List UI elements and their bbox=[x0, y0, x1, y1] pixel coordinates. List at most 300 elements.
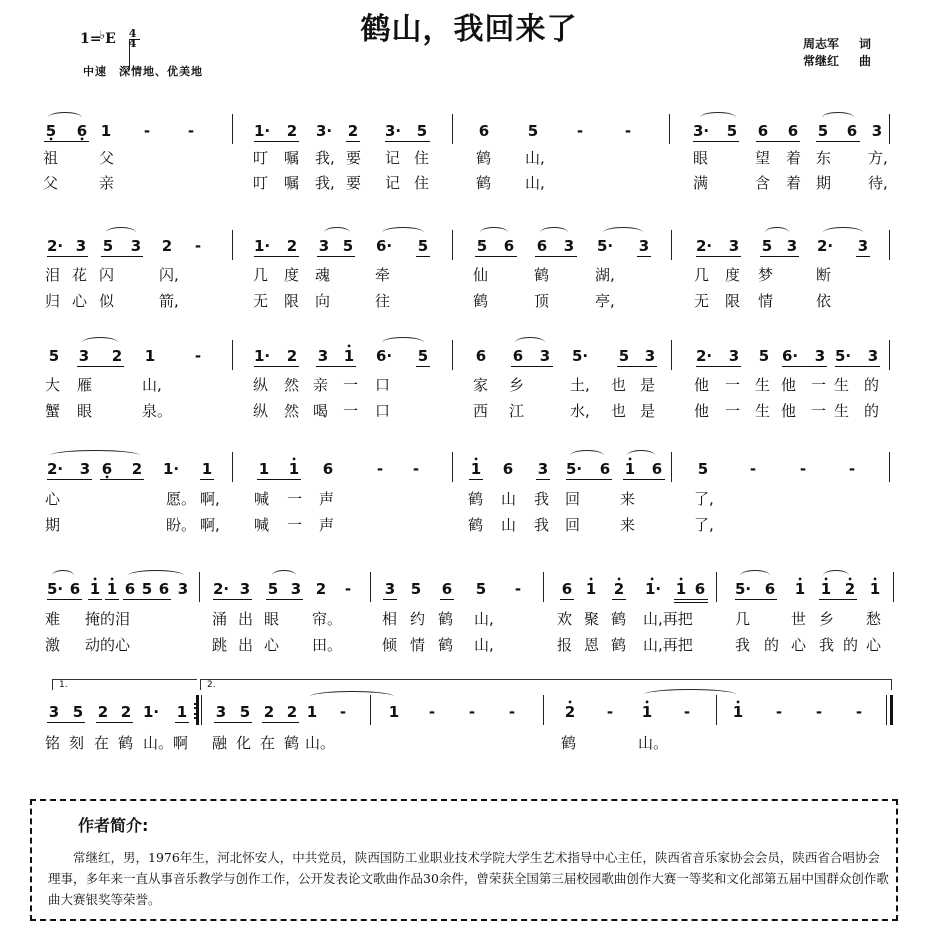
lyric: 激 bbox=[45, 636, 61, 654]
lyric: 江 bbox=[509, 402, 525, 420]
note: 5 bbox=[416, 122, 428, 140]
note: 5 bbox=[342, 237, 354, 255]
note: 5 bbox=[410, 580, 422, 598]
note: • 1 bbox=[868, 581, 882, 597]
note: 2 bbox=[263, 703, 275, 721]
lyric: 他 bbox=[781, 402, 797, 420]
lyric: 山,再把 bbox=[643, 636, 693, 654]
barline bbox=[543, 695, 544, 725]
lyric: 闪 bbox=[99, 266, 115, 284]
lyric: 着 bbox=[786, 174, 802, 192]
lyric: 喝 bbox=[313, 402, 329, 420]
lyric: 魂 bbox=[315, 266, 331, 284]
barline bbox=[452, 340, 453, 370]
beam bbox=[257, 479, 301, 480]
lyric: 情 bbox=[758, 292, 774, 310]
barline bbox=[452, 452, 453, 482]
lyric: 土, bbox=[570, 376, 590, 394]
beam bbox=[856, 256, 870, 257]
lyricist-line bbox=[803, 36, 871, 53]
note: 5 bbox=[726, 122, 738, 140]
beam bbox=[816, 141, 860, 142]
lyric: 啊, bbox=[200, 516, 220, 534]
lyric: 山, bbox=[474, 636, 494, 654]
note: • 2 bbox=[563, 704, 577, 720]
lyric: 依 bbox=[816, 292, 832, 310]
note: 6 • bbox=[75, 123, 89, 139]
note: • 1 bbox=[819, 581, 833, 597]
lyric: 他 bbox=[694, 402, 710, 420]
note: 1 bbox=[306, 703, 318, 721]
note: 5· bbox=[597, 237, 614, 255]
beam bbox=[383, 599, 397, 600]
lyric: 约 bbox=[410, 610, 426, 628]
note: 3· bbox=[385, 122, 402, 140]
lyric: 在 bbox=[260, 734, 276, 752]
lyric: 生 bbox=[834, 376, 850, 394]
note: 3 bbox=[177, 580, 189, 598]
lyric: 了, bbox=[694, 516, 714, 534]
note: 6 bbox=[651, 460, 663, 478]
lyric: 牵 bbox=[375, 266, 391, 284]
note: 6 bbox=[536, 237, 548, 255]
note: 1 bbox=[144, 347, 156, 365]
note: 5 • bbox=[44, 123, 58, 139]
note: 3 bbox=[728, 237, 740, 255]
lyric: 他 bbox=[781, 376, 797, 394]
lyric: 闪, bbox=[159, 266, 179, 284]
note: • 1 bbox=[88, 581, 102, 597]
beam bbox=[674, 602, 708, 603]
barline bbox=[889, 340, 890, 370]
lyric: 鹤 bbox=[476, 174, 492, 192]
lyric: 动的心 bbox=[85, 636, 131, 654]
lyric: 着 bbox=[786, 149, 802, 167]
dash: - bbox=[624, 122, 632, 140]
dash: - bbox=[412, 460, 420, 478]
composer-role: 曲 bbox=[859, 54, 872, 68]
note: 6 bbox=[124, 580, 136, 598]
note: 5 bbox=[141, 580, 153, 598]
lyric: 记 bbox=[385, 149, 401, 167]
beam bbox=[316, 366, 356, 367]
lyric: 一 bbox=[287, 490, 303, 508]
lyric: 聚 bbox=[584, 610, 600, 628]
note: 3 bbox=[728, 347, 740, 365]
lyric: 无 bbox=[694, 292, 710, 310]
lyric: 心 bbox=[791, 636, 807, 654]
lyric: 待, bbox=[868, 174, 888, 192]
lyric: 来 bbox=[620, 516, 636, 534]
note: 6 bbox=[503, 237, 515, 255]
note: 3 bbox=[48, 703, 60, 721]
dash: - bbox=[143, 122, 151, 140]
beam bbox=[475, 256, 517, 257]
beam bbox=[416, 366, 430, 367]
beam bbox=[123, 599, 171, 600]
beam bbox=[612, 599, 626, 600]
note: • 1· bbox=[645, 581, 659, 597]
dash: - bbox=[187, 122, 195, 140]
lyric: 归 bbox=[45, 292, 61, 310]
lyric: 心 bbox=[45, 490, 61, 508]
note: 2· bbox=[696, 237, 713, 255]
lyric: 也 bbox=[611, 402, 627, 420]
lyric: 口 bbox=[375, 376, 391, 394]
lyric: 田。 bbox=[312, 636, 343, 654]
note: 3 bbox=[857, 237, 869, 255]
note: • 1 bbox=[731, 704, 745, 720]
note: • 1 bbox=[342, 348, 356, 364]
note: 6 bbox=[322, 460, 334, 478]
lyric: 似 bbox=[99, 292, 115, 310]
note: • 1 bbox=[105, 581, 119, 597]
barline bbox=[671, 230, 672, 260]
meter-bottom: 4 bbox=[128, 37, 137, 50]
lyric: 山。 bbox=[305, 734, 336, 752]
note: 3 bbox=[786, 237, 798, 255]
author-bio-box bbox=[30, 799, 898, 921]
lyric: 满 bbox=[693, 174, 709, 192]
note: 3 bbox=[871, 122, 883, 140]
lyric: 他 bbox=[694, 376, 710, 394]
dash: - bbox=[815, 703, 823, 721]
dash: - bbox=[606, 703, 614, 721]
note: 2 bbox=[131, 460, 143, 478]
dash: - bbox=[514, 580, 522, 598]
author-bio-text: 常继红，男，1976年生，河北怀安人，中共党员，陕西国防工业职业技术学院大学生艺术指导中心主任，陕西省音乐家协会会员，陕西省合唱协会理事，多年来一直从事音乐教学与创作工作，公开发表论文歌曲作品30余件，曾荣获全国第三届校园歌曲创作大赛一等奖和文化部第五届中国群众创作歌曲大赛银奖等荣誉。 bbox=[48, 850, 889, 907]
note: 5 bbox=[476, 237, 488, 255]
note: 6· bbox=[376, 347, 393, 365]
volta-2-label: 2. bbox=[207, 680, 216, 690]
beam bbox=[346, 141, 360, 142]
note: 6 • bbox=[100, 461, 114, 477]
beam bbox=[385, 141, 430, 142]
dash: - bbox=[799, 460, 807, 478]
note: 5 bbox=[618, 347, 630, 365]
beam bbox=[560, 599, 574, 600]
lyric: 祖 bbox=[43, 149, 59, 167]
lyric: 亲 bbox=[99, 174, 115, 192]
beam bbox=[756, 141, 800, 142]
note: 2 bbox=[120, 703, 132, 721]
barline bbox=[716, 695, 717, 725]
note: 6 bbox=[764, 580, 776, 598]
barline bbox=[543, 572, 544, 602]
lyric: 也 bbox=[611, 376, 627, 394]
note: 5 bbox=[758, 347, 770, 365]
lyric: 箭, bbox=[159, 292, 179, 310]
lyric: 我 bbox=[735, 636, 751, 654]
note: 3 bbox=[638, 237, 650, 255]
lyric: 铭 bbox=[45, 734, 61, 752]
lyric: 无 bbox=[253, 292, 269, 310]
beam bbox=[637, 256, 651, 257]
lyric: 报 bbox=[557, 636, 573, 654]
lyric: 家 bbox=[473, 376, 489, 394]
note: • 1 bbox=[674, 581, 688, 597]
lyric: 刻 bbox=[69, 734, 85, 752]
lyric: 然 bbox=[284, 402, 300, 420]
lyric: 记 bbox=[385, 174, 401, 192]
note: 3 bbox=[79, 460, 91, 478]
note: 3 bbox=[384, 580, 396, 598]
lyric: 鹤 bbox=[611, 610, 627, 628]
song-title: 鹤山，我回来了 bbox=[360, 12, 578, 47]
dash: - bbox=[344, 580, 352, 598]
lyric: 我 bbox=[819, 636, 835, 654]
note: 5· bbox=[735, 580, 752, 598]
note: 1 bbox=[388, 703, 400, 721]
note: • 2 bbox=[843, 581, 857, 597]
note: 1· bbox=[163, 460, 180, 478]
lyric: 心 bbox=[72, 292, 88, 310]
lyric: 东 bbox=[816, 149, 832, 167]
barline bbox=[452, 114, 453, 144]
dash: - bbox=[848, 460, 856, 478]
lyric: 度 bbox=[725, 266, 741, 284]
note: 5 bbox=[48, 347, 60, 365]
beam bbox=[214, 722, 252, 723]
beam bbox=[735, 599, 777, 600]
lyric: 限 bbox=[725, 292, 741, 310]
note: 5· bbox=[47, 580, 64, 598]
note: 2 bbox=[97, 703, 109, 721]
lyric: 断 bbox=[816, 266, 832, 284]
beam bbox=[200, 479, 214, 480]
lyricist-role: 词 bbox=[859, 37, 872, 51]
credits bbox=[803, 36, 871, 70]
lyric: 鹤 bbox=[118, 734, 134, 752]
beam bbox=[536, 479, 550, 480]
barline bbox=[716, 572, 717, 602]
note: 3 bbox=[814, 347, 826, 365]
note: • 1 bbox=[469, 461, 483, 477]
lyric: 鹤 bbox=[561, 734, 577, 752]
lyric: 出 bbox=[238, 636, 254, 654]
lyric: 雁 bbox=[77, 376, 93, 394]
lyric: 掩的泪 bbox=[85, 610, 131, 628]
beam bbox=[77, 366, 124, 367]
beam bbox=[47, 479, 92, 480]
beam bbox=[262, 722, 299, 723]
tie bbox=[644, 689, 736, 700]
note: • 2 bbox=[612, 581, 626, 597]
barline bbox=[671, 340, 672, 370]
lyric: 鹤 bbox=[611, 636, 627, 654]
lyric: 的 bbox=[864, 376, 880, 394]
dash: - bbox=[855, 703, 863, 721]
barline bbox=[452, 230, 453, 260]
lyric: 山。 bbox=[638, 734, 669, 752]
lyric: 帘。 bbox=[312, 610, 343, 628]
note: 3 bbox=[290, 580, 302, 598]
note: 6 bbox=[475, 347, 487, 365]
beam bbox=[782, 366, 827, 367]
beam bbox=[696, 256, 741, 257]
lyric: 一 bbox=[287, 516, 303, 534]
dash: - bbox=[775, 703, 783, 721]
note: 6 bbox=[158, 580, 170, 598]
beam bbox=[254, 256, 299, 257]
lyric: 住 bbox=[414, 149, 430, 167]
note: 6 bbox=[846, 122, 858, 140]
lyric: 含 bbox=[755, 174, 771, 192]
lyric: 山, bbox=[525, 149, 545, 167]
key-prefix: 1= bbox=[80, 31, 102, 47]
beam bbox=[254, 141, 299, 142]
dash: - bbox=[194, 347, 202, 365]
beam bbox=[835, 366, 880, 367]
note: 5 bbox=[267, 580, 279, 598]
slur bbox=[128, 570, 184, 581]
lyric: 西 bbox=[473, 402, 489, 420]
lyric: 欢 bbox=[557, 610, 573, 628]
note: 1· bbox=[254, 347, 271, 365]
lyric: 我, bbox=[315, 149, 335, 167]
lyric: 乡 bbox=[509, 376, 525, 394]
note: 5· bbox=[572, 347, 589, 365]
lyric: 一 bbox=[811, 402, 827, 420]
beam bbox=[317, 256, 355, 257]
note: 6 bbox=[478, 122, 490, 140]
lyric: 眼 bbox=[77, 402, 93, 420]
note: • 1 bbox=[287, 461, 301, 477]
volta-2 bbox=[200, 679, 892, 690]
lyric: 声 bbox=[319, 490, 335, 508]
lyric: 仙 bbox=[473, 266, 489, 284]
beam bbox=[254, 366, 299, 367]
volta-1 bbox=[52, 679, 197, 690]
note: 3 bbox=[215, 703, 227, 721]
barline bbox=[889, 452, 890, 482]
lyric: 化 bbox=[236, 734, 252, 752]
note: 2 bbox=[315, 580, 327, 598]
lyric: 限 bbox=[284, 292, 300, 310]
note: 3 bbox=[539, 347, 551, 365]
note: 5 bbox=[417, 347, 429, 365]
beam bbox=[47, 722, 85, 723]
lyric: 是 bbox=[640, 376, 656, 394]
lyric: 鹤 bbox=[468, 516, 484, 534]
beam bbox=[100, 479, 144, 480]
note: 2· bbox=[817, 237, 834, 255]
barline bbox=[671, 452, 672, 482]
lyric: 眼 bbox=[693, 149, 709, 167]
lyric: 方, bbox=[868, 149, 888, 167]
score-row-6 bbox=[0, 665, 938, 765]
note: • 1 bbox=[623, 461, 637, 477]
note: 6 bbox=[694, 580, 706, 598]
note: 2 bbox=[347, 122, 359, 140]
barline bbox=[370, 695, 371, 725]
score-row-3 bbox=[0, 320, 938, 420]
lyric: 湖, bbox=[595, 266, 615, 284]
lyric: 山, bbox=[474, 610, 494, 628]
lyric: 鹤 bbox=[438, 636, 454, 654]
lyric: 啊, bbox=[200, 490, 220, 508]
lyric: 梦 bbox=[758, 266, 774, 284]
lyric: 愁 bbox=[866, 610, 882, 628]
note: 3 bbox=[130, 237, 142, 255]
lyric: 的 bbox=[864, 402, 880, 420]
beam bbox=[566, 479, 612, 480]
lyric: 期 bbox=[45, 516, 61, 534]
lyric: 往 bbox=[375, 292, 391, 310]
lyric: 几 bbox=[694, 266, 710, 284]
lyric: 山,再把 bbox=[643, 610, 693, 628]
flat-icon: ♭ bbox=[99, 28, 106, 42]
dash: - bbox=[428, 703, 436, 721]
lyric: 愿。 bbox=[166, 490, 197, 508]
lyric: 要 bbox=[346, 149, 362, 167]
note: 5 bbox=[475, 580, 487, 598]
lyric: 嘱 bbox=[284, 149, 300, 167]
lyric: 嘱 bbox=[284, 174, 300, 192]
barline bbox=[232, 114, 233, 144]
note: 5 bbox=[417, 237, 429, 255]
note: 2 bbox=[286, 703, 298, 721]
lyric: 亭, bbox=[595, 292, 615, 310]
note: • 1 bbox=[584, 581, 598, 597]
lyric: 生 bbox=[755, 376, 771, 394]
lyric: 声 bbox=[319, 516, 335, 534]
barline bbox=[889, 114, 890, 144]
dash: - bbox=[749, 460, 757, 478]
lyric: 几 bbox=[253, 266, 269, 284]
lyric: 出 bbox=[238, 610, 254, 628]
beam bbox=[44, 141, 89, 142]
note: 5· bbox=[566, 460, 583, 478]
lyric: 叮 bbox=[253, 174, 269, 192]
final-barline bbox=[890, 695, 893, 725]
lyric: 喊 bbox=[254, 490, 270, 508]
note: 2 bbox=[111, 347, 123, 365]
lyric: 乡 bbox=[819, 610, 835, 628]
note: 6 bbox=[441, 580, 453, 598]
dash: - bbox=[468, 703, 476, 721]
lyric: 泪 bbox=[45, 266, 61, 284]
beam bbox=[696, 366, 741, 367]
note: 2 bbox=[286, 122, 298, 140]
lyric: 一 bbox=[343, 376, 359, 394]
note: 6· bbox=[376, 237, 393, 255]
note: 6 bbox=[787, 122, 799, 140]
note: 2· bbox=[696, 347, 713, 365]
beam bbox=[213, 599, 252, 600]
tie bbox=[310, 691, 394, 702]
lyric: 父 bbox=[99, 149, 115, 167]
beam bbox=[623, 479, 665, 480]
lyric: 纵 bbox=[253, 376, 269, 394]
note: 3 bbox=[563, 237, 575, 255]
lyric: 一 bbox=[811, 376, 827, 394]
note: 3 bbox=[75, 237, 87, 255]
note: 5 bbox=[102, 237, 114, 255]
note: 2 bbox=[286, 237, 298, 255]
lyric: 鹤 bbox=[438, 610, 454, 628]
note: 6 bbox=[512, 347, 524, 365]
lyricist-name: 周志军 bbox=[803, 37, 840, 51]
score-row-5 bbox=[0, 550, 938, 654]
lyric: 度 bbox=[284, 266, 300, 284]
lyric: 回 bbox=[565, 490, 581, 508]
lyric: 喊 bbox=[254, 516, 270, 534]
lyric: 山, bbox=[525, 174, 545, 192]
note: • 1 bbox=[793, 581, 807, 597]
dash: - bbox=[683, 703, 691, 721]
note: • 1 bbox=[640, 704, 654, 720]
